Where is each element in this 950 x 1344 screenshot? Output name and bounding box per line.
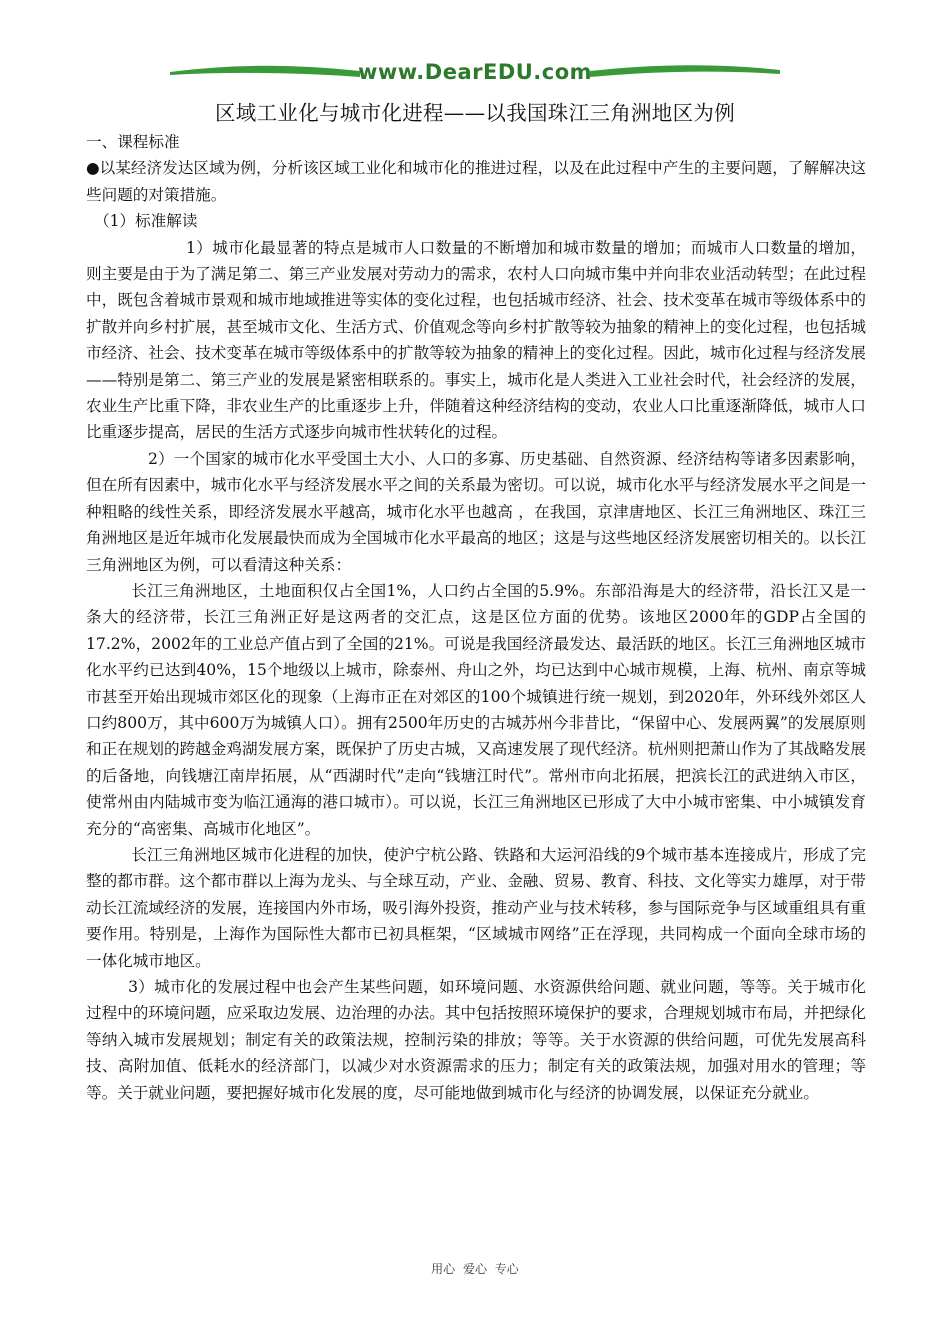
paragraph-4: 长江三角洲地区城市化进程的加快，使沪宁杭公路、铁路和大运河沿线的9个城市基本连接成片，形成了完整的都市群。这个都市群以上海为龙头、与全球互动，产业、金融、贸易、教育、科技、文化等实力雄厚，对于带动长江流域经济的发展，连接国内外市场，吸引海外投资，推动产业与技术转移，参与国际竞争与区域重组具有重要作用。特别是，上海作为国际性大都市已初具框架，“区域城市网络”正在浮现，共同构成一个面向全球市场的一体化城市地区。 [86,845,866,970]
document-body [86,129,866,1106]
paragraph-1: 1）城市化最显著的特点是城市人口数量的不断增加和城市数量的增加；而城市人口数量的增加，则主要是由于为了满足第二、第三产业发展对劳动力的需求，农村人口向城市集中并向非农业活动转型；在此过程中，既包含着城市景观和城市地域推进等实体的变化过程，也包括城市经济、社会、技术变革在城市等级体系中的扩散并向乡村扩展，甚至城市文化、生活方式、价值观念等向乡村扩散等较为抽象的精神上的变化过程，也包括城市经济、社会、技术变革在城市等级体系中的扩散等较为抽象的精神上的变化过程。因此，城市化过程与经济发展——特别是第二、第三产业的发展是紧密相联系的。事实上，城市化是人类进入工业社会时代，社会经济的发展，农业生产比重下降，非农业生产的比重逐步上升，伴随着这种经济结构的变动，农业人口比重逐渐降低，城市人口比重逐步提高，居民的生活方式逐步向城市性状转化的过程。 [86,238,866,442]
page-footer: 用心 爱心 专心 [431,1262,519,1276]
section-heading: 一、课程标准 [86,133,180,151]
page-title: 区域工业化与城市化进程——以我国珠江三角洲地区为例 [215,101,735,125]
paragraph-2: 2）一个国家的城市化水平受国土大小、人口的多寡、历史基础、自然资源、经济结构等诸多因素影响，但在所有因素中，城市化水平与经济发展水平之间的关系最为密切。可以说，城市化水平与经济发展水平之间是一种粗略的线性关系，即经济发展水平越高，城市化水平也越高 ，在我国，京津唐地区、长江三角洲地区、珠江三角洲地区是近年城市化发展最快而成为全国城市化水平最高的地区；这是与这些地区经济发展密切相关的。以长江三角洲地区为例，可以看清这种关系： [86,449,866,574]
paragraph-3: 长江三角洲地区，土地面积仅占全国1%，人口约占全国的5.9%。东部沿海是大的经济带，沿长江又是一条大的经济带，长江三角洲正好是这两者的交汇点，这是区位方面的优势。该地区2000年的GDP占全国的17.2%，2002年的工业总产值占到了全国的21%。可说是我国经济最发达、最活跃的地区。长江三角洲地区城市化水平约已达到40%，15个地级以上城市，除泰州、舟山之外，均已达到中心城市规模，上海、杭州、南京等城市甚至开始出现城市郊区化的现象（上海市正在对郊区的100个城镇进行统一规划，到2020年，外环线外郊区人口约800万，其中600万为城镇人口）。拥有2500年历史的古城苏州今非昔比，“保留中心、发展两翼”的发展原则和正在规划的跨越金鸡湖发展方案，既保护了历史古城，又高速发展了现代经济。杭州则把萧山作为了其战略发展的后备地，向钱塘江南岸拓展，从“西湖时代”走向“钱塘江时代”。常州市向北拓展，把滨长江的武进纳入市区，使常州由内陆城市变为临江通海的港口城市）。可以说，长江三角洲地区已形成了大中小城市密集、中小城镇发育充分的“高密集、高城市化地区”。 [86,581,866,838]
logo-text: www.DearEDU.com [357,60,593,84]
subheading: （1）标准解读 [94,212,198,231]
header-logo [170,58,780,90]
paragraph-5: 3）城市化的发展过程中也会产生某些问题，如环境问题、水资源供给问题、就业问题，等等。关于城市化过程中的环境问题，应采取边发展、边治理的办法。其中包括按照环境保护的要求，合理规划城市布局，并把绿化等纳入城市发展规划；制定有关的政策法规，控制污染的排放；等等。关于水资源的供给问题，可优先发展高科技、高附加值、低耗水的经济部门，以减少对水资源需求的压力；制定有关的政策法规，加强对用水的管理；等等。关于就业问题，要把握好城市化发展的度，尽可能地做到城市化与经济的协调发展，以保证充分就业。 [86,978,866,1102]
standard-text: ●以某经济发达区域为例，分析该区域工业化和城市化的推进过程，以及在此过程中产生的主要问题，了解解决这些问题的对策措施。 [86,159,866,204]
